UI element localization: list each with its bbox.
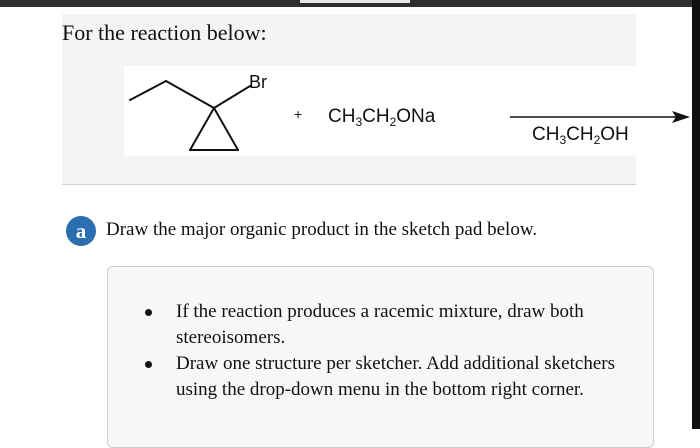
- part-a-badge: a: [66, 216, 96, 246]
- reagent-formula: $CH_3CH_2ONa$: [328, 106, 436, 129]
- right-edge: [692, 0, 700, 429]
- ethyl-bond-2: [166, 81, 214, 108]
- solvent-formula: $CH_3CH_2OH$: [532, 124, 629, 147]
- part-instruction: Draw the major organic product in the sketch pad below.: [106, 219, 538, 240]
- ring-bond-left: [190, 108, 214, 150]
- plus-sign: +: [294, 106, 303, 122]
- ring-bond-right: [214, 108, 238, 150]
- instructions-list: [160, 299, 640, 403]
- references-tab-clip[interactable]: [300, 0, 410, 3]
- top-bar: [0, 0, 700, 7]
- bromine-label: Br: [249, 72, 267, 92]
- instruction-item: Draw one structure per sketcher. Add additional sketchers using the drop-down menu in the bottom right corner.: [160, 351, 640, 403]
- instruction-item: If the reaction produces a racemic mixture, draw both stereoisomers.: [160, 299, 640, 351]
- question-intro: For the reaction below:: [62, 20, 267, 45]
- ethyl-bond-1: [130, 81, 166, 100]
- c-br-bond: [214, 86, 250, 108]
